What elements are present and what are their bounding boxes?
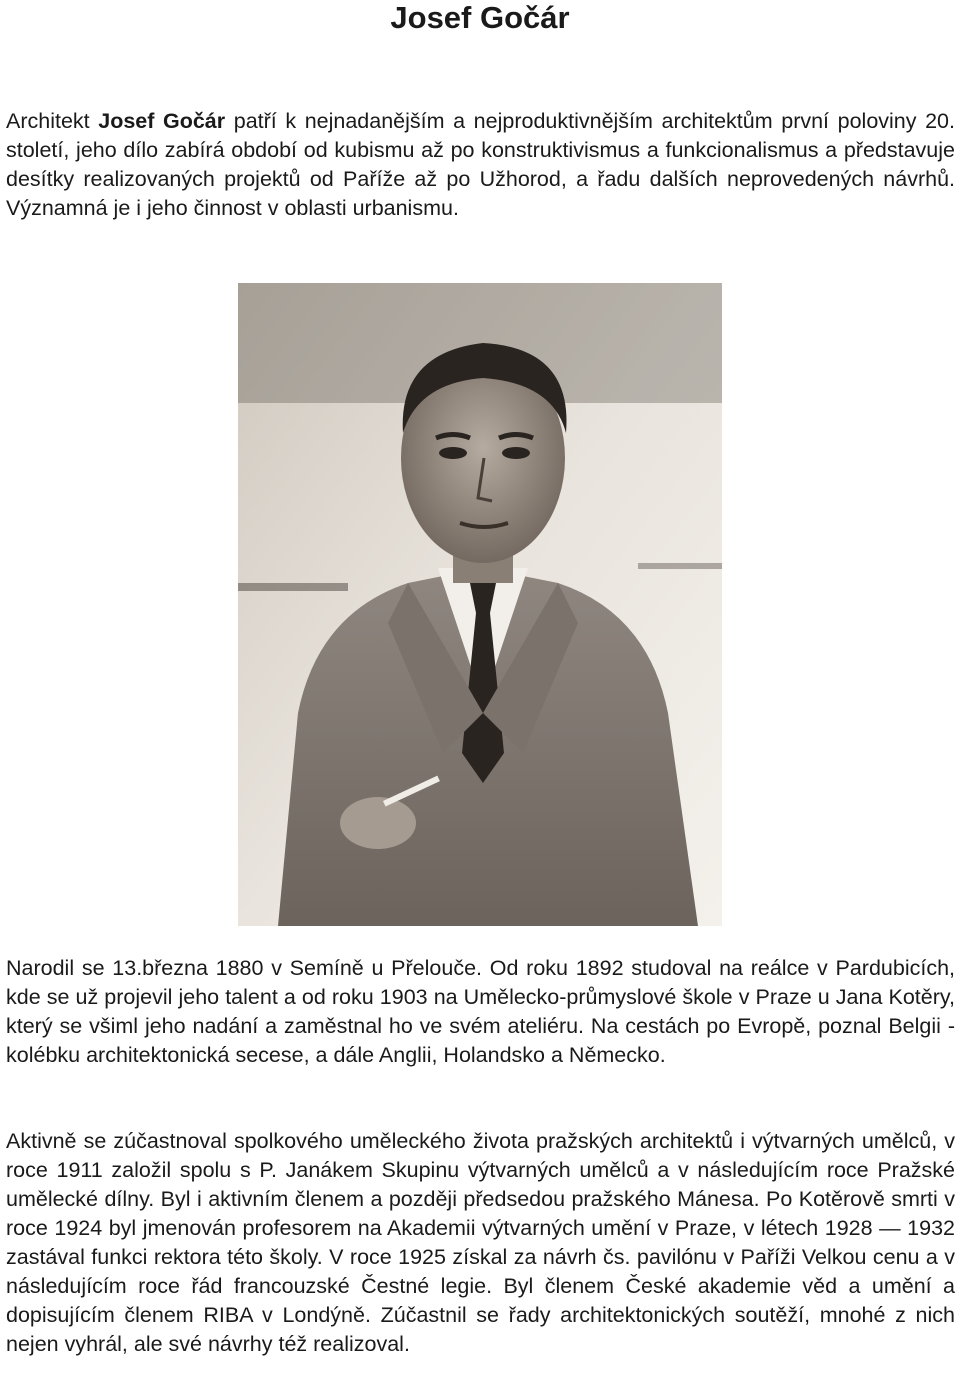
intro-paragraph [6, 107, 955, 223]
page-title: Josef Gočár [390, 0, 570, 35]
career-paragraph: Aktivně se zúčastnoval spolkového uměleckého života pražských architektů i výtvarných umělců, v roce 1911 založil spolu s P. Janákem Skupinu výtvarných umělců a v následujícím roce Pražské umělecké dílny. Byl i aktivním členem a později předsedou pražského Mánesa. Po Kotěrově smrti v roce 1924 byl jmenován profesorem na Akademii výtvarných umění v Praze, v létech 1928 — 1932 zastával funkci rektora této školy. V roce 1925 získal za návrh čs. pavilónu v Paříži Velkou cenu a v následujícím roce řád francouzské Čestné legie. Byl členem České akademie věd a umění a dopisujícím členem RIBA v Londýně. Zúčastnil se řady architektonických soutěží, mnohé z nich nejen vyhrál, ale své návrhy též realizoval. [6, 1129, 955, 1356]
intro-name: Josef Gočár [98, 109, 226, 133]
portrait-photo-icon [238, 283, 722, 926]
birth-paragraph: Narodil se 13.března 1880 v Semíně u Přelouče. Od roku 1892 studoval na reálce v Pardubicích, kde se už projevil jeho talent a od roku 1903 na Umělecko-průmyslové škole v Praze u Jana Kotěry, který se všiml jeho nadání a zaměstnal ho ve svém ateliéru. Na cestách po Evropě, poznal Belgii - kolébku architektonická secese, a dále Anglii, Holandsko a Německo. [6, 956, 955, 1067]
intro-before: Architekt [6, 109, 99, 133]
intro-after: patří k nejnadanějším a nejproduktivnějším architektům první poloviny 20. století, jeho dílo zabírá období od kubismu až po konstruktivismus a funkcionalismus a představuje desítky realizovaných projektů od Paříže až po Užhorod, a řadu dalších neprovedených návrhů. Významná je i jeho činnost v oblasti urbanismu. [6, 109, 955, 220]
portrait-photo [238, 283, 722, 926]
